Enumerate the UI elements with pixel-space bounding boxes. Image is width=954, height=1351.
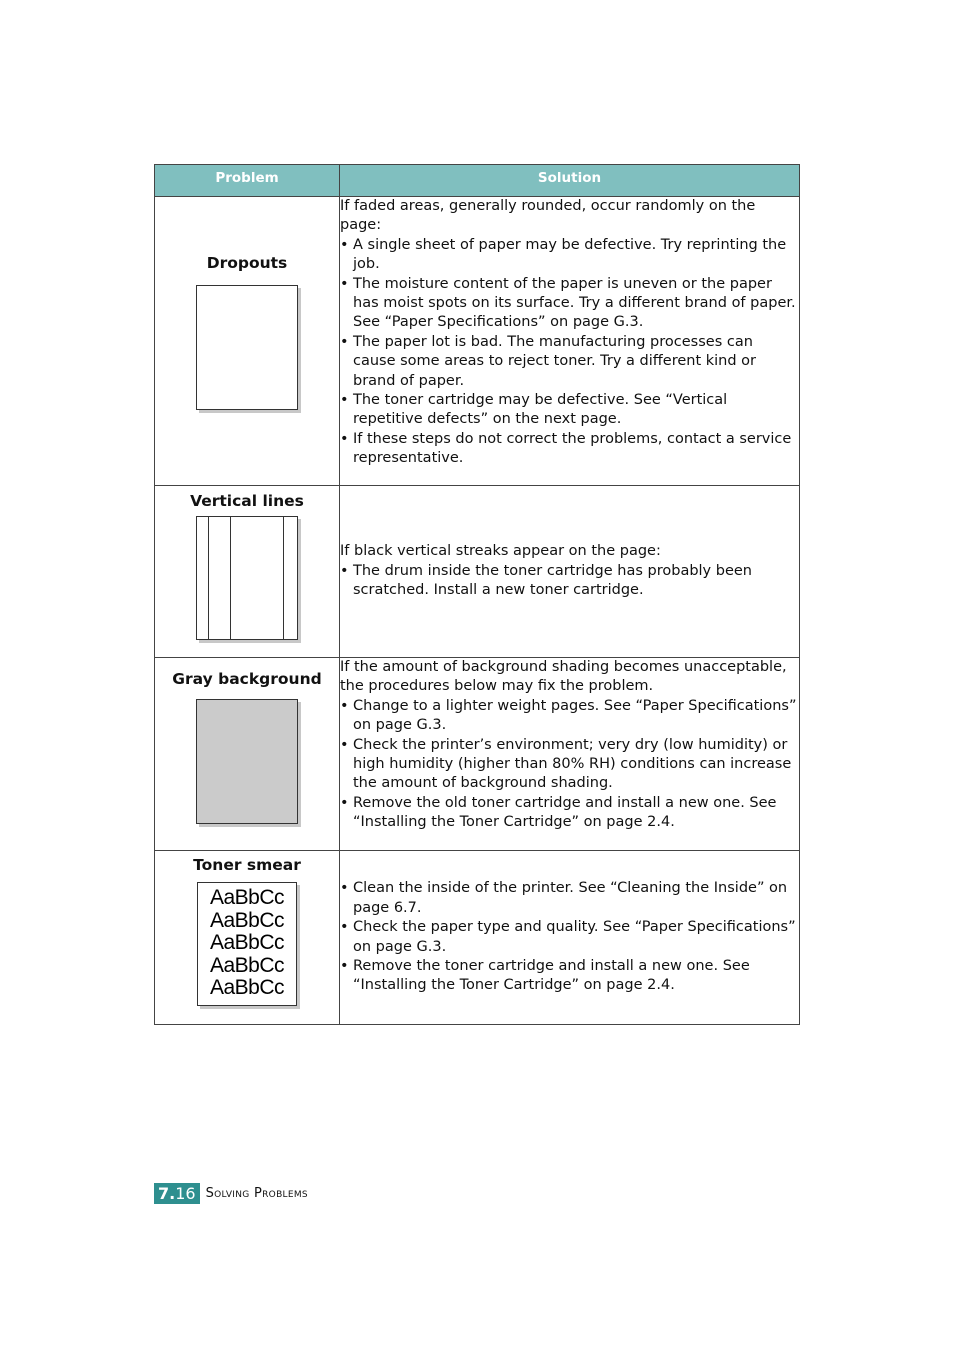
solution-list xyxy=(340,879,799,995)
list-item: • The drum inside the toner cartridge has probably been scratched. Install a new toner cartridge. xyxy=(340,562,799,601)
page-number: 16 xyxy=(175,1183,196,1203)
problem-cell-toner-smear xyxy=(155,851,340,1025)
table-row xyxy=(155,658,800,851)
smear-sample-text: AaBbCc xyxy=(209,976,285,999)
solution-cell-vertical-lines xyxy=(340,486,800,658)
table-row xyxy=(155,197,800,486)
table-row xyxy=(155,851,800,1025)
list-item: • The moisture content of the paper is uneven or the paper has moist spots on its surface. Try a different brand of paper. See “Paper Specifications” on page G.3. xyxy=(340,275,799,333)
problem-title: Dropouts xyxy=(206,254,288,272)
vertical-lines-sample-page-image xyxy=(196,516,298,640)
dropouts-sample-page-image xyxy=(196,285,298,410)
list-item: • Clean the inside of the printer. See “Cleaning the Inside” on page 6.7. xyxy=(340,879,799,918)
list-item: • The paper lot is bad. The manufacturing processes can cause some areas to reject toner. Try a different kind or brand of paper. xyxy=(340,333,799,391)
solution-intro: If black vertical streaks appear on the page: xyxy=(340,543,661,560)
problem-cell-gray-background xyxy=(155,658,340,851)
problem-column-header: Problem xyxy=(155,165,340,197)
solution-cell-gray-background xyxy=(340,658,800,851)
list-item: • Check the printer’s environment; very dry (low humidity) or high humidity (higher than 80% RH) conditions can increase the amount of background shading. xyxy=(340,736,799,794)
smear-sample-text: AaBbCc xyxy=(209,931,285,954)
toner-smear-sample-page-image xyxy=(197,882,297,1006)
problem-cell-dropouts xyxy=(155,197,340,486)
list-item: • Remove the old toner cartridge and install a new one. See “Installing the Toner Cartridge” on page 2.4. xyxy=(340,794,799,833)
gray-background-sample-page-image xyxy=(196,699,298,824)
vertical-streak xyxy=(283,517,284,639)
page-footer xyxy=(154,1182,308,1204)
solution-list xyxy=(340,236,799,469)
list-item: • A single sheet of paper may be defective. Try reprinting the job. xyxy=(340,236,799,275)
troubleshooting-table xyxy=(154,164,800,1025)
list-item: • Change to a lighter weight pages. See “Paper Specifications” on page G.3. xyxy=(340,697,799,736)
problem-title: Vertical lines xyxy=(190,492,304,510)
table-row xyxy=(155,486,800,658)
solution-intro: If faded areas, generally rounded, occur randomly on the page: xyxy=(340,198,756,234)
vertical-streak xyxy=(208,517,209,639)
solution-list xyxy=(340,562,799,601)
solution-column-header: Solution xyxy=(340,165,800,197)
vertical-streak xyxy=(230,517,231,639)
list-item: • Remove the toner cartridge and install a new one. See “Installing the Toner Cartridge” on page 2.4. xyxy=(340,957,799,996)
smear-sample-text: AaBbCc xyxy=(209,908,285,932)
chapter-title: Solving Problems xyxy=(205,1185,308,1201)
page-number-badge xyxy=(154,1183,200,1204)
list-item: • The toner cartridge may be defective. See “Vertical repetitive defects” on the next page. xyxy=(340,391,799,430)
solution-intro: If the amount of background shading becomes unacceptable, the procedures below may fix the problem. xyxy=(340,659,787,695)
solution-cell-toner-smear xyxy=(340,851,800,1025)
smear-sample-text: AaBbCc xyxy=(209,953,285,977)
solution-cell-dropouts xyxy=(340,197,800,486)
problem-cell-vertical-lines xyxy=(155,486,340,658)
chapter-number: 7. xyxy=(158,1183,176,1203)
list-item: • If these steps do not correct the problems, contact a service representative. xyxy=(340,430,799,469)
list-item: • Check the paper type and quality. See “Paper Specifications” on page G.3. xyxy=(340,918,799,957)
problem-title: Toner smear xyxy=(193,856,301,874)
table-header-row xyxy=(155,165,800,197)
solution-list xyxy=(340,697,799,833)
smear-sample-text: AaBbCc xyxy=(209,886,285,909)
problem-title: Gray background xyxy=(172,670,322,688)
